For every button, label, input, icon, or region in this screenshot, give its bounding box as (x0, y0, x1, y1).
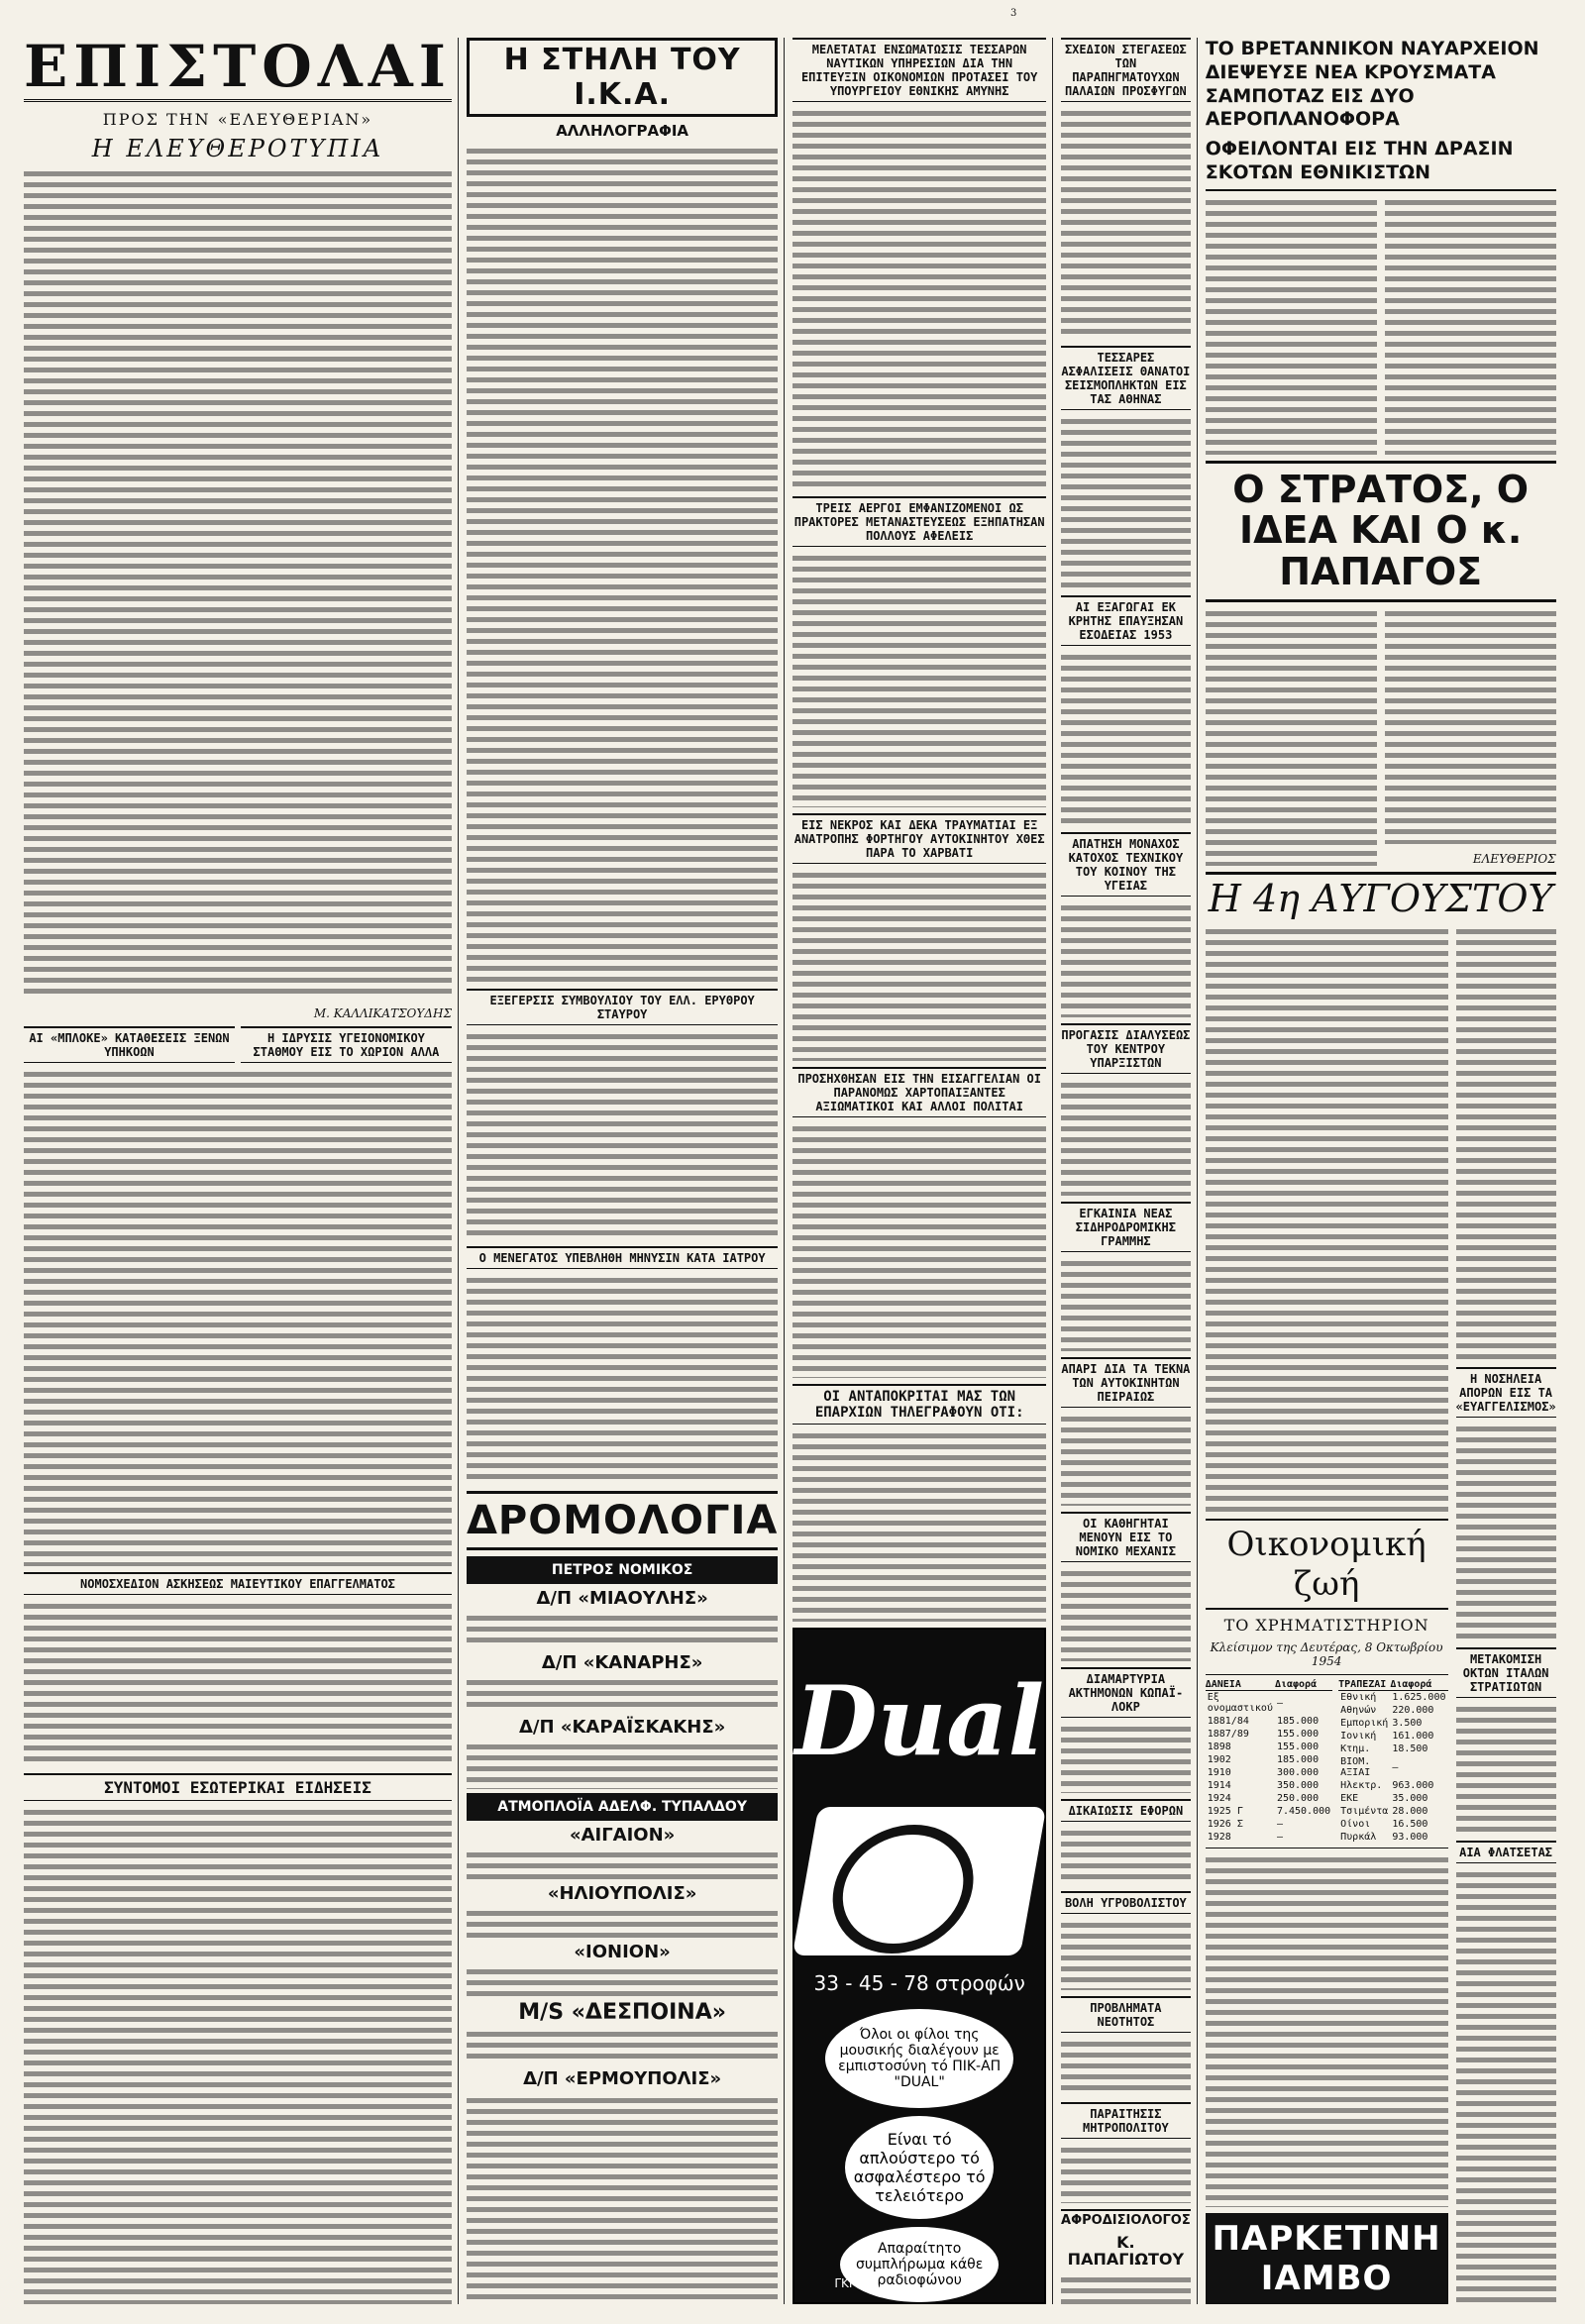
health-station-head: Η ΙΔΡΥΣΙΣ ΥΓΕΙΟΝΟΜΙΚΟΥ ΣΤΑΘΜΟΥ ΕΙΣ ΤΟ ΧΩΡΙΟΝ ΑΛΛΑ (241, 1026, 452, 1063)
table-row: Ιονική 161.000 (1340, 1731, 1434, 1743)
article-text (1206, 1854, 1448, 2207)
ship-name: «ΙΟΝΙΟΝ» (574, 1941, 671, 1962)
turntable-illustration (792, 1807, 1046, 1955)
army-idea-papagos-head: Ο ΣΤΡΑΤΟΣ, Ο ΙΔΕΑ ΚΑΙ Ο κ. ΠΑΠΑΓΟΣ (1206, 461, 1556, 602)
table-row: Ηλεκτρ. 963.000 (1340, 1780, 1434, 1792)
ship-name: M/S «ΔΕΣΠΟΙΝΑ» (518, 1999, 726, 2025)
article-text (1061, 1568, 1191, 1661)
naval-services-head: ΜΕΛΕΤΑΤΑΙ ΕΝΣΩΜΑΤΩΣΙΣ ΤΕΣΣΑΡΩΝ ΝΑΥΤΙΚΩΝ ΥΠΗΡΕΣΙΩΝ ΔΙΑ ΤΗΝ ΕΠΙΤΕΥΞΙΝ ΟΙΚΟΝΟΜΙΩΝ ΠΡΟΤΑΣΕΙ ΤΟΥ ΥΠΟΥΡΓΕΙΟΥ ΕΘΝΙΚΗΣ ΑΜΥΝΗΣ (792, 38, 1046, 102)
fraud-monk-head: ΑΠΑΤΗΣΗ ΜΟΝΑΧΟΣ ΚΑΤΟΧΟΣ ΤΕΧΝΙΚΟΥ ΤΟΥ ΚΟΙΝΟΥ ΤΗΣ ΥΓΕΙΑΣ (1061, 832, 1191, 897)
ship-name: Δ/Π «ΜΙΑΟΥΛΗΣ» (536, 1587, 708, 1609)
seaplane-head: ΒΟΛΗ ΥΓΡΟΒΟΛΙΣΤΟΥ (1061, 1891, 1191, 1914)
article-pair (1206, 608, 1556, 866)
article-text (1061, 1080, 1191, 1196)
article-text (467, 1031, 778, 1240)
timetables-head: ΔΡΟΜΟΛΟΓΙΑ (467, 1491, 778, 1550)
schedule-text (467, 1908, 778, 1938)
piraeus-children-head: ΑΠΑΡΙ ΔΙΑ ΤΑ ΤΕΚΝΑ ΤΩΝ ΑΥΤΟΚΙΝΗΤΩΝ ΠΕΙΡΑΙΩΣ (1061, 1357, 1191, 1408)
page-number: 3 (1010, 8, 1017, 19)
article-text (1061, 2039, 1191, 2096)
article-text (24, 1807, 452, 2305)
table-row: 1925 Γ 7.450.000 (1207, 1806, 1331, 1818)
letters-title: ΕΠΙΣΤΟΛΑΙ (24, 33, 452, 100)
twin-headlines (24, 1026, 452, 1063)
ad-slogan-1: Όλοι οι φίλοι της μουσικής διαλέγουν με εμπιστοσύνη τό ΠΙΚ-ΑΠ "DUAL" (825, 2009, 1013, 2108)
article-text (1206, 197, 1377, 455)
table-row: 1928 — (1207, 1832, 1283, 1844)
ad-slogan-3: Απαραίτητο συμπλήρωμα κάθε ραδιοφώνου (840, 2227, 999, 2302)
schedule-text (467, 1613, 778, 1648)
article-text (1061, 1920, 1191, 1989)
article-text (1456, 1704, 1556, 1835)
red-cross-head: ΕΞΕΓΕΡΣΙΣ ΣΥΜΒΟΥΛΙΟΥ ΤΟΥ ΕΛΛ. ΕΡΥΘΡΟΥ ΣΤΑΥΡΟΥ (467, 989, 778, 1025)
table-row: ΒΙΟΜ. ΑΞΙΑΙ — (1340, 1756, 1399, 1779)
article-text (792, 870, 1046, 1061)
center-dissolution-head: ΠΡΟΓΑΣΙΣ ΔΙΑΛΥΣΕΩΣ ΤΟΥ ΚΕΝΤΡΟΥ ΥΠΑΡΞΙΣΤΩΝ (1061, 1023, 1191, 1074)
ship-name: Δ/Π «ΕΡΜΟΥΠΟΛΙΣ» (523, 2067, 722, 2089)
table-row: 1924 250.000 (1207, 1793, 1320, 1805)
navy-sabotage-head: ΤΟ ΒΡΕΤΑΝΝΙΚΟΝ ΝΑΥΑΡΧΕΙΟΝ ΔΙΕΨΕΥΣΕ ΝΕΑ ΚΡΟΥΣΜΑΤΑ ΣΑΜΠΟΤΑΖ ΕΙΣ ΔΥΟ ΑΕΡΟΠΛΑΝΟΦΟΡΑ (1205, 38, 1539, 131)
landless-protest-head: ΔΙΑΜΑΡΤΥΡΙΑ ΑΚΤΗΜΟΝΩΝ ΚΩΠΑΪ-ΛΟΚΡ (1061, 1667, 1191, 1718)
article-text (1456, 1424, 1556, 1641)
dual-advertisement (792, 1628, 1046, 2304)
article-text (1206, 926, 1448, 1514)
brief-news-head: ΣΥΝΤΟΜΟΙ ΕΣΩΤΕΡΙΚΑΙ ΕΙΔΗΣΕΙΣ (24, 1773, 452, 1801)
italian-soldiers-head: ΜΕΤΑΚΟΜΙΣΗ ΟΚΤΩΝ ΙΤΑΛΩΝ ΣΤΡΑΤΙΩΤΩΝ (1456, 1647, 1556, 1698)
letters-subtitle: ΠΡΟΣ ΤΗΝ «ΕΛΕΥΘΕΡΙΑΝ» (102, 110, 373, 129)
column-politics-economy (1206, 38, 1562, 2304)
tax-officers-head: ΔΙΚΑΙΩΣΙΣ ΕΦΟΡΩΝ (1061, 1799, 1191, 1822)
article-text (792, 108, 1046, 490)
table-row: 1898 155.000 (1207, 1742, 1320, 1753)
fourth-of-august-head: Η 4η ΑΥΓΟΥΣΤΟΥ (1206, 872, 1556, 920)
schedule-text (467, 2095, 778, 2304)
table-row: ΕΚΕ 35.000 (1340, 1793, 1428, 1805)
schedule-text (467, 1677, 778, 1713)
article-text (24, 168, 452, 999)
article-text (1385, 197, 1556, 455)
article-text (1206, 608, 1377, 866)
flatseta-head: ΑΙΑ ΦΛΑΤΣΕΤΑΣ (1456, 1841, 1556, 1863)
loans-table (1206, 1679, 1332, 1844)
parketini-advertisement: ΠΑΡΚΕΤΙΝΗ ΙΑΜΒΟ (1206, 2213, 1448, 2304)
letter-signature: Μ. ΚΑΛΛΙΚΑΤΣΟΥΔΗΣ (313, 1005, 452, 1020)
table-row: Αθηνών 220.000 (1340, 1705, 1434, 1717)
article-text (1061, 108, 1191, 340)
table-row: Κτημ. 18.500 (1340, 1743, 1428, 1755)
table-row: Πυρκάλ 93.000 (1340, 1832, 1428, 1844)
ika-column-head: Η ΣΤΗΛΗ ΤΟΥ Ι.Κ.Α. (467, 38, 778, 117)
article-text (1061, 652, 1191, 825)
article-text (467, 146, 778, 983)
schedule-text (467, 1966, 778, 1996)
ad-slogan-2: Είναι τό απλούστερο τό ασφαλέστερο τό τελειότερο (845, 2116, 994, 2219)
emigration-fraud-head: ΤΡΕΙΣ ΑΕΡΓΟΙ ΕΜΦΑΝΙΖΟΜΕΝΟΙ ΩΣ ΠΡΑΚΤΟΡΕΣ ΜΕΤΑΝΑΣΤΕΥΣΕΩΣ ΕΞΗΠΑΤΗΣΑΝ ΠΟΛΛΟΥΣ ΑΦΕΛΕΙΣ (792, 496, 1046, 547)
doctor-ad-name: Κ. ΠΑΠΑΓΙΩΤΟΥ (1067, 2232, 1185, 2270)
ad-credit: ΓΚΡΕΚΑ (834, 2276, 880, 2291)
article-pair (1206, 926, 1556, 2304)
table-row: 1881/84 185.000 (1207, 1716, 1320, 1728)
correspondents-head: ΟΙ ΑΝΤΑΠΟΚΡΙΤΑΙ ΜΑΣ ΤΩΝ ΕΠΑΡΧΙΩΝ ΤΗΛΕΓΡΑΦΟΥΝ ΟΤΙ: (792, 1384, 1046, 1425)
stock-exchange-tables (1206, 1674, 1448, 1849)
nationalists-head: ΟΦΕΙΛΟΝΤΑΙ ΕΙΣ ΤΗΝ ΔΡΑΣΙΝ ΣΚΟΤΩΝ ΕΘΝΙΚΙΣΤΩΝ (1206, 138, 1556, 191)
table-header: Διαφορά (1390, 1679, 1447, 1691)
crete-exports-head: ΑΙ ΕΞΑΓΩΓΑΙ ΕΚ ΚΡΗΤΗΣ ΕΠΑΥΞΗΣΑΝ ΕΣΟΔΕΙΑΣ 1953 (1061, 595, 1191, 646)
article-text (1456, 926, 1556, 1361)
table-row: Εμπορική 3.500 (1340, 1718, 1423, 1730)
ship-name: Δ/Π «ΚΑΡΑΪΣΚΑΚΗΣ» (518, 1716, 726, 1738)
table-row: 1926 Σ — (1207, 1819, 1283, 1831)
shipping-company: ΠΕΤΡΟΣ ΝΟΜΙΚΟΣ (467, 1556, 778, 1584)
article-text (792, 1430, 1046, 1622)
stock-exchange-date: Κλείσιμον της Δευτέρας, 8 Οκτωβρίου 1954 (1210, 1640, 1443, 1669)
article-text (467, 1275, 778, 1484)
ship-name: «ΗΛΙΟΥΠΟΛΙΣ» (547, 1882, 697, 1904)
table-row: Οίνοι 16.500 (1340, 1819, 1428, 1831)
article-text (1061, 2145, 1191, 2202)
youth-head: ΠΡΟΒΛΗΜΑΤΑ ΝΕΟΤΗΤΟΣ (1061, 1996, 1191, 2033)
doctor-ad-text (1061, 2274, 1191, 2304)
truck-accident-head: ΕΙΣ ΝΕΚΡΟΣ ΚΑΙ ΔΕΚΑ ΤΡΑΥΜΑΤΙΑΙ ΕΞ ΑΝΑΤΡΟΠΗΣ ΦΟΡΤΗΓΟΥ ΑΥΤΟΚΙΝΗΤΟΥ ΧΘΕΣ ΠΑΡΑ ΤΟ ΧΑΡΒΑΤΙ (792, 813, 1046, 864)
table-row: 1914 350.000 (1207, 1780, 1320, 1792)
article-text (1061, 416, 1191, 589)
earthquake-head: ΤΕΣΣΑΡΕΣ ΑΣΦΑΛΙΣΕΙΣ ΘΑΝΑΤΟΙ ΣΕΙΣΜΟΠΛΗΚΤΩΝ ΕΙΣ ΤΑΣ ΑΘΗΝΑΣ (1061, 346, 1191, 410)
table-row: 1902 185.000 (1207, 1754, 1320, 1766)
table-row: 1887/89 155.000 (1207, 1729, 1320, 1741)
rpm-label: 33 - 45 - 78 στροφών (813, 1971, 1025, 1996)
article-text (1061, 1724, 1191, 1793)
schedule-text (467, 2029, 778, 2064)
stock-exchange-head: ΤΟ ΧΡΗΜΑΤΙΣΤΗΡΙΟΝ (1223, 1616, 1429, 1636)
teachers-head: ΟΙ ΚΑΘΗΓΗΤΑΙ ΜΕΝΟΥΝ ΕΙΣ ΤΟ ΝΟΜΙΚΟ ΜΕΧΑΝΙΣ (1061, 1512, 1191, 1562)
correspondence-head: ΑΛΛΗΛΟΓΡΑΦΙΑ (556, 122, 689, 140)
refugee-housing-head: ΣΧΕΔΙΟΝ ΣΤΕΓΑΣΕΩΣ ΤΩΝ ΠΑΡΑΠΗΓΜΑΤΟΥΧΩΝ ΠΑΛΑΙΩΝ ΠΡΟΣΦΥΓΩΝ (1061, 38, 1191, 102)
table-header: ΔΑΝΕΙΑ (1206, 1679, 1275, 1691)
schedule-text (467, 1742, 778, 1789)
shipping-company: ΑΤΜΟΠΛΟΪΑ ΑΔΕΛΦ. ΤΥΠΑΛΔΟΥ (467, 1793, 778, 1821)
table-row: Εξ ονομαστικού — (1207, 1692, 1283, 1715)
table-header: Διαφορά (1275, 1679, 1332, 1691)
doctor-ad-title: ΑΦΡΟΔΙΣΙΟΛΟΓΟΣ (1061, 2209, 1191, 2228)
table-row: Τσιμέντα 28.000 (1340, 1806, 1428, 1818)
article-pair (1206, 197, 1556, 455)
article-text (24, 1601, 452, 1767)
schedule-text (467, 1849, 778, 1879)
table-header: ΤΡΑΠΕΖΑΙ (1338, 1679, 1390, 1691)
ship-name: Δ/Π «ΚΑΝΑΡΗΣ» (541, 1651, 703, 1673)
hospital-head: Η ΝΟΣΗΛΕΙΑ ΑΠΟΡΩΝ ΕΙΣ ΤΑ «ΕΥΑΓΓΕΛΙΣΜΟΣ» (1456, 1367, 1556, 1418)
ship-name: «ΑΙΓΑΙΟΝ» (569, 1824, 676, 1846)
menegatos-head: Ο ΜΕΝΕΓΑΤΟΣ ΥΠΕΒΛΗΘΗ ΜΗΝΥΣΙΝ ΚΑΤΑ ΙΑΤΡΟΥ (467, 1246, 778, 1269)
dual-logo: Dual (794, 1665, 1045, 1778)
shipping-schedule (467, 1556, 778, 2089)
blocked-deposits-head: ΑΙ «ΜΠΛΟΚΕ» ΚΑΤΑΘΕΣΕΙΣ ΞΕΝΩΝ ΥΠΗΚΟΩΝ (24, 1026, 235, 1063)
article-text (1061, 1414, 1191, 1507)
column-ika-shipping (467, 38, 785, 2304)
metropolitan-head: ΠΑΡΑΙΤΗΣΙΣ ΜΗΤΡΟΠΟΛΙΤΟΥ (1061, 2102, 1191, 2139)
midwifery-bill-head: ΝΟΜΟΣΧΕΔΙΟΝ ΑΣΚΗΣΕΩΣ ΜΑΙΕΥΤΙΚΟΥ ΕΠΑΓΓΕΛΜΑΤΟΣ (24, 1572, 452, 1595)
gamblers-head: ΠΡΟΣΗΧΘΗΣΑΝ ΕΙΣ ΤΗΝ ΕΙΣΑΓΓΕΛΙΑΝ ΟΙ ΠΑΡΑΝΟΜΩΣ ΧΑΡΤΟΠΑΙΞΑΝΤΕΣ ΑΞΙΩΜΑΤΙΚΟΙ ΚΑΙ ΑΛΛΟΙ ΠΟΛΙΤΑΙ (792, 1067, 1046, 1117)
column-regional-news (1061, 38, 1198, 2304)
table-row: Εθνική 1.625.000 (1340, 1692, 1446, 1704)
article-text (24, 1069, 452, 1567)
article-text (1456, 1869, 1556, 2304)
article-source: ΕΛΕΥΘΕΡΙΟΣ (1472, 851, 1556, 866)
press-freedom-head: Η ΕΛΕΥΘΕΡΟΤΥΠΙΑ (91, 135, 384, 162)
banks-table (1338, 1679, 1447, 1844)
railway-head: ΕΓΚΑΙΝΙΑ ΝΕΑΣ ΣΙΔΗΡΟΔΡΟΜΙΚΗΣ ΓΡΑΜΜΗΣ (1061, 1202, 1191, 1252)
article-text (1061, 1828, 1191, 1885)
article-text (1061, 902, 1191, 1018)
table-row: 1910 300.000 (1207, 1767, 1320, 1779)
article-text (1385, 608, 1556, 844)
article-text (1061, 1258, 1191, 1351)
article-text (792, 553, 1046, 807)
columns (24, 33, 1561, 2304)
economy-section-head: Οικονομική ζωή (1206, 1519, 1448, 1610)
column-national-news (792, 38, 1053, 2304)
column-letters (24, 33, 459, 2304)
article-text (792, 1123, 1046, 1378)
